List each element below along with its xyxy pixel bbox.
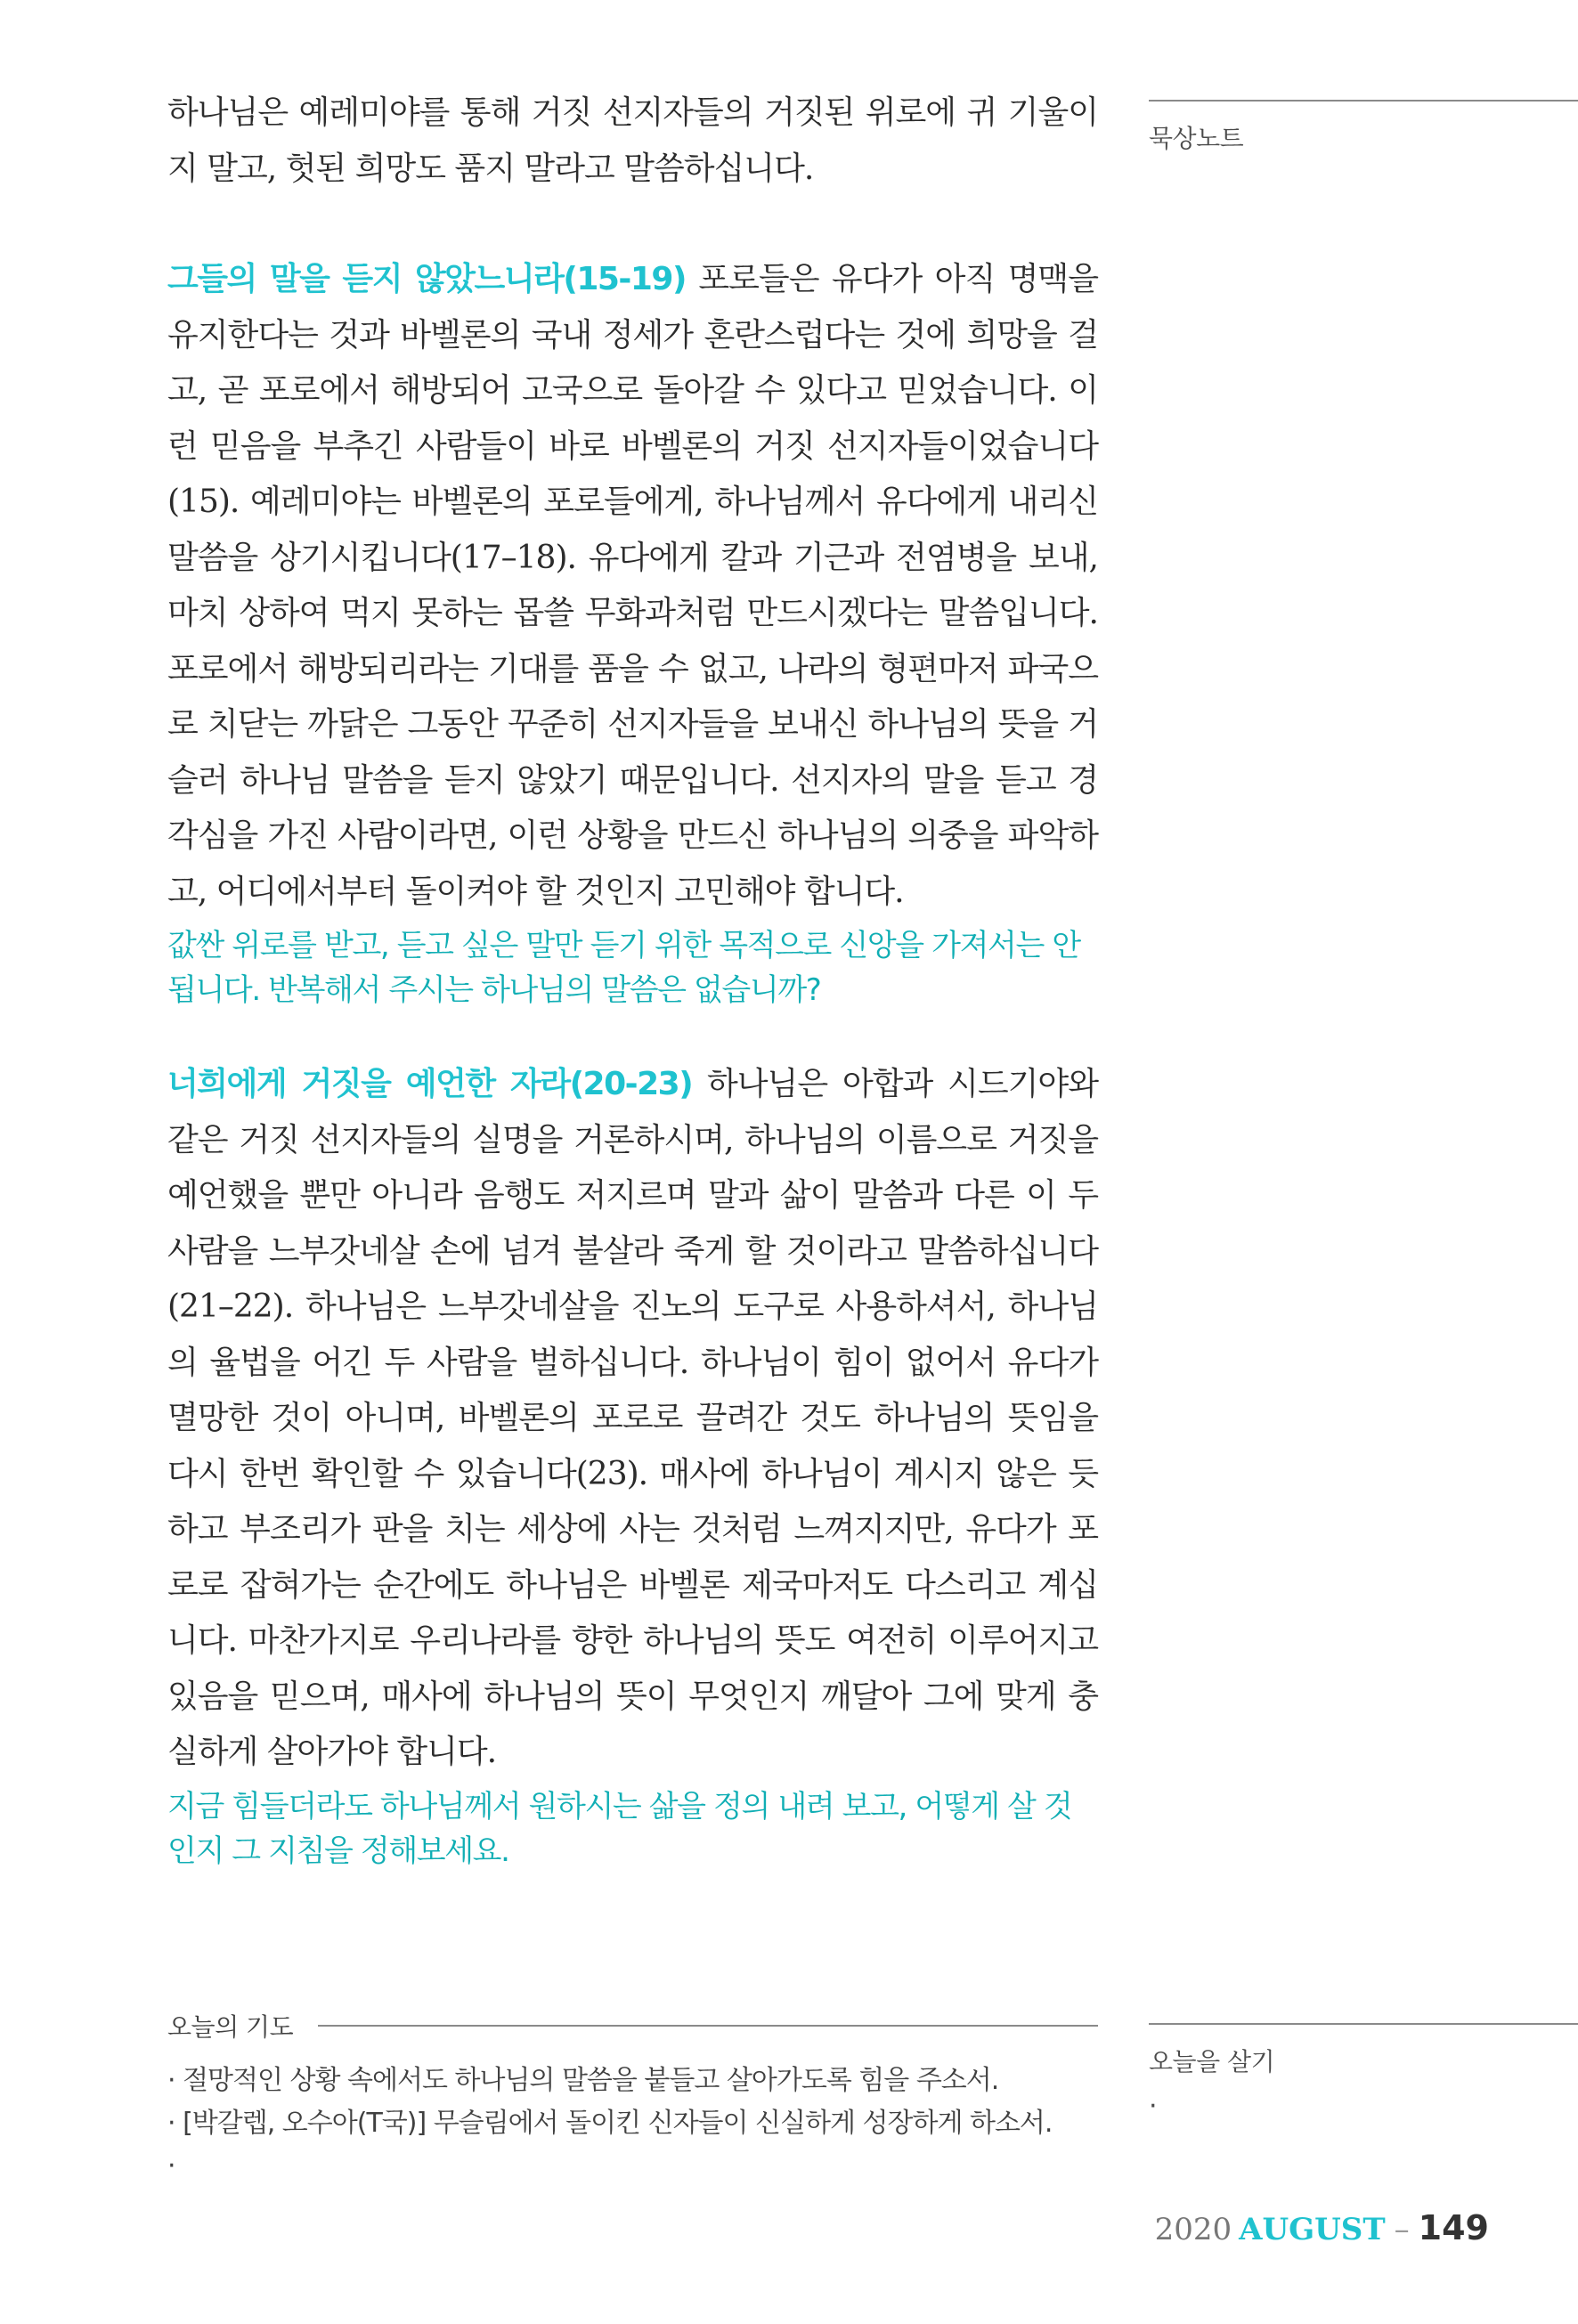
todays-prayer: [167, 2008, 1098, 2188]
footer-month: AUGUST: [1239, 2212, 1386, 2247]
prayer-title: 오늘의 기도: [167, 2012, 294, 2042]
section-2-heading: 너희에게 거짓을 예언한 자라(20-23): [167, 1066, 693, 1102]
prayer-list: [167, 2060, 1098, 2188]
section-1-paragraph: [167, 252, 1098, 920]
intro-paragraph: 하나님은 예레미야를 통해 거짓 선지자들의 거짓된 위로에 귀 기울이지 말고, 헛된 희망도 품지 말라고 말씀하십니다.: [167, 94, 1098, 187]
living-today-label: 오늘을 살기: [1149, 2047, 1275, 2076]
prayer-item: · [박갈렙, 오수아(T국)] 무슬림에서 돌이킨 신자들이 신실하게 성장하게 하소서.: [167, 2102, 1098, 2145]
prayer-rule: [318, 2025, 1098, 2027]
section-2-paragraph: [167, 1057, 1098, 1781]
meditation-notes-label: 묵상노트: [1149, 124, 1244, 153]
section-1-heading: 그들의 말을 듣지 않았느니라(15-19): [167, 261, 686, 297]
main-content: [167, 85, 1098, 1873]
page-number: 149: [1418, 2208, 1489, 2247]
prayer-item: [167, 2145, 1098, 2188]
footer-year: 2020: [1154, 2212, 1232, 2247]
sidebar-rule: [1149, 100, 1578, 102]
section-2-application: 지금 힘들더라도 하나님께서 원하시는 삶을 정의 내려 보고, 어떻게 살 것인지 그 지침을 정해보세요.: [167, 1788, 1072, 1869]
prayer-item: · 절망적인 상황 속에서도 하나님의 말씀을 붙들고 살아가도록 힘을 주소서.: [167, 2060, 1098, 2102]
meditation-notes-sidebar: [1149, 100, 1578, 155]
living-today-sidebar: [1149, 2023, 1578, 2122]
sidebar-rule: [1149, 2023, 1578, 2025]
section-1-body: 포로들은 유다가 아직 명맥을 유지한다는 것과 바벨론의 국내 정세가 혼란스럽다는 것에 희망을 걸고, 곧 포로에서 해방되어 고국으로 돌아갈 수 있다고 믿었습니다. 이런 믿음을 부추긴 사람들이 바로 바벨론의 거짓 선지자들이었습니다(15). 예레미야는 바벨론의 포로들에게, 하나님께서 유다에게 내리신 말씀을 상기시킵니다(17–18). 유다에게 칼과 기근과 전염병을 보내, 마치 상하여 먹지 못하는 몹쓸 무화과처럼 만드시겠다는 말씀입니다. 포로에서 해방되리라는 기대를 품을 수 없고, 나라의 형편마저 파국으로 치닫는 까닭은 그동안 꾸준히 선지자들을 보내신 하나님의 뜻을 거슬러 하나님 말씀을 듣지 않았기 때문입니다. 선지자의 말을 듣고 경각심을 가진 사람이라면, 이런 상황을 만드신 하나님의 의중을 파악하고, 어디에서부터 돌이켜야 할 것인지 고민해야 합니다.: [167, 261, 1098, 910]
section-1-application: 값싼 위로를 받고, 듣고 싶은 말만 듣기 위한 목적으로 신앙을 가져서는 안 됩니다. 반복해서 주시는 하나님의 말씀은 없습니까?: [167, 928, 1080, 1008]
footer-dash: –: [1394, 2212, 1410, 2247]
page-footer: [1155, 2208, 1489, 2247]
section-2-body: 하나님은 아합과 시드기야와 같은 거짓 선지자들의 실명을 거론하시며, 하나님의 이름으로 거짓을 예언했을 뿐만 아니라 음행도 저지르며 말과 삶이 말씀과 다른 이 두 사람을 느부갓네살 손에 넘겨 불살라 죽게 할 것이라고 말씀하십니다(21–22). 하나님은 느부갓네살을 진노의 도구로 사용하셔서, 하나님의 율법을 어긴 두 사람을 벌하십니다. 하나님이 힘이 없어서 유다가 멸망한 것이 아니며, 바벨론의 포로로 끌려간 것도 하나님의 뜻임을 다시 한번 확인할 수 있습니다(23). 매사에 하나님이 계시지 않은 듯하고 부조리가 판을 치는 세상에 사는 것처럼 느껴지지만, 유다가 포로로 잡혀가는 순간에도 하나님은 바벨론 제국마저도 다스리고 계십니다. 마찬가지로 우리나라를 향한 하나님의 뜻도 여전히 이루어지고 있음을 믿으며, 매사에 하나님의 뜻이 무엇인지 깨달아 그에 맞게 충실하게 살아가야 합니다.: [167, 1066, 1098, 1770]
living-today-bullet: ·: [1149, 2091, 1158, 2122]
